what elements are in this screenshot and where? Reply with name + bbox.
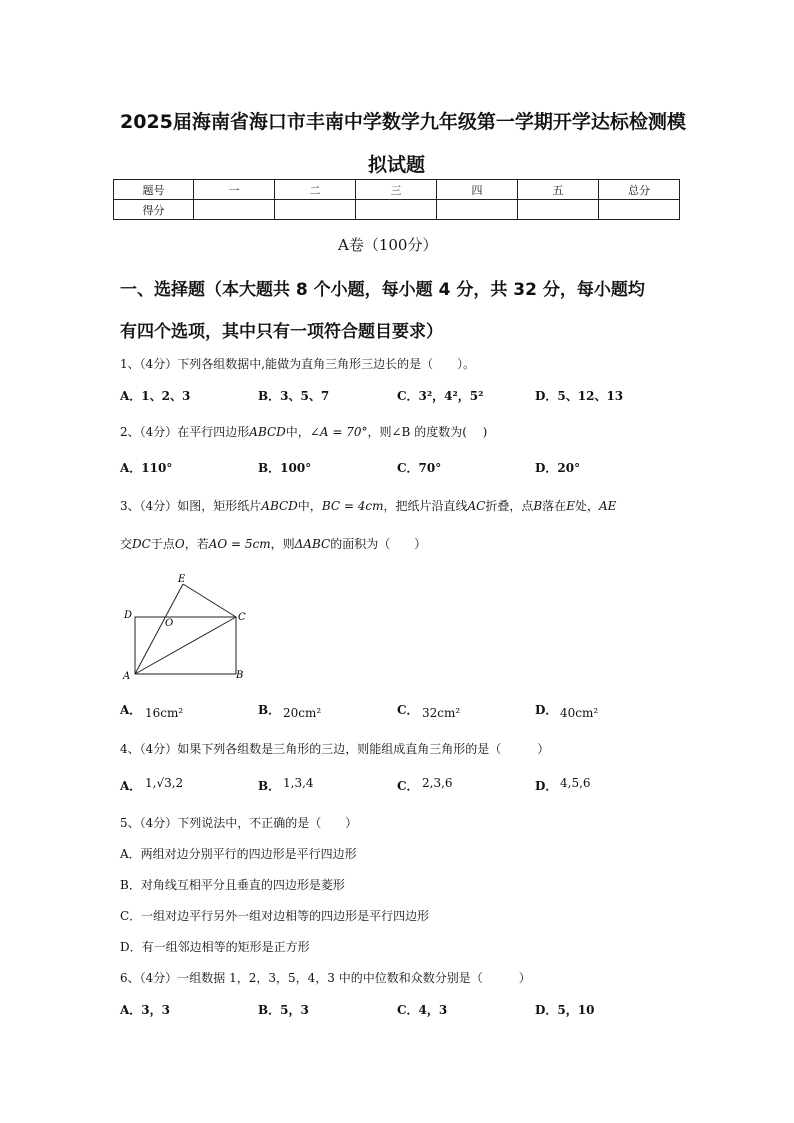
question-1-stem: 1、（4分）下列各组数据中,能做为直角三角形三边长的是（ ）。 [120, 357, 476, 371]
score-table-header-row [114, 180, 680, 200]
q3-text: 折叠，点 [485, 499, 534, 513]
score-table-cell: 四 [437, 180, 518, 200]
score-table-cell: 得分 [114, 200, 194, 220]
score-table [113, 179, 680, 220]
q3-text: 的面积为（ ） [330, 537, 427, 551]
q4-option-b-value: 1,3,4 [283, 776, 314, 790]
point-label-c: C [238, 612, 246, 623]
volume-title: A卷（100分） [338, 236, 438, 254]
q2-option-a: A．110° [120, 461, 173, 475]
q3-text: ，则 [270, 537, 295, 551]
score-cell-empty [275, 200, 356, 220]
q3-math: B [533, 499, 543, 513]
score-cell-empty [437, 200, 518, 220]
section-heading-line1: 一、选择题（本大题共 8 个小题，每小题 4 分，共 32 分，每小题均 [120, 280, 645, 300]
q2-text: 2、（4分）在平行四边形 [120, 425, 250, 439]
q3-math: AC [467, 499, 486, 513]
point-label-e: E [178, 574, 186, 585]
score-table-cell: 三 [356, 180, 437, 200]
document-title-line2: 拟试题 [368, 154, 426, 176]
score-cell-empty [194, 200, 275, 220]
score-cell-empty [518, 200, 599, 220]
q6-option-c: C．4，3 [397, 1003, 448, 1017]
document-title-line1: 2025届海南省海口市丰南中学数学九年级第一学期开学达标检测模 [120, 111, 686, 133]
q1-option-c: C．3²，4²，5² [397, 389, 484, 403]
q1-option-a: A．1、2、3 [120, 389, 191, 403]
q5-option-b: B．对角线互相平分且垂直的四边形是菱形 [120, 878, 345, 892]
q6-option-d: D．5，10 [535, 1003, 595, 1017]
q6-option-b: B．5，3 [258, 1003, 309, 1017]
question-6-stem: 6、（4分）一组数据 1，2，3，5，4，3 中的中位数和众数分别是（ ） [120, 971, 531, 985]
q3-option-d-letter: D． [535, 703, 558, 717]
q3-option-d-value: 40cm² [560, 706, 599, 720]
q1-option-d: D．5、12、13 [535, 389, 624, 403]
q3-rectangle-fold-figure [115, 570, 255, 682]
q3-math: AO = 5cm [208, 537, 271, 551]
q3-math: ABCD [261, 499, 298, 513]
q3-text: 3、（4分）如图，矩形纸片 [120, 499, 262, 513]
q2-option-d: D．20° [535, 461, 581, 475]
q3-math: BC = 4cm [321, 499, 384, 513]
q5-option-d: D．有一组邻边相等的矩形是正方形 [120, 940, 310, 954]
q3-option-c-value: 32cm² [422, 706, 461, 720]
q3-option-b-value: 20cm² [283, 706, 322, 720]
q1-option-b: B．3、5、7 [258, 389, 330, 403]
q3-text: 中， [297, 499, 322, 513]
q4-option-a-value: 1,√3,2 [145, 776, 184, 790]
q4-option-d-value: 4,5,6 [560, 776, 591, 790]
q4-option-b-letter: B． [258, 779, 281, 793]
q3-option-a-letter: A． [120, 703, 142, 717]
q3-text: 于点 [150, 537, 175, 551]
score-table-cell: 二 [275, 180, 356, 200]
q2-math: ABCD [249, 425, 286, 439]
q2-text: ，则∠B 的度数为( ) [367, 425, 488, 439]
q4-option-c-letter: C． [397, 779, 419, 793]
q4-option-c-value: 2,3,6 [422, 776, 453, 790]
q2-option-b: B．100° [258, 461, 312, 475]
point-label-a: A [123, 671, 131, 682]
point-label-o: O [165, 618, 174, 629]
q5-option-a: A．两组对边分别平行的四边形是平行四边形 [120, 847, 357, 861]
q3-math: ΔABC [294, 537, 331, 551]
q3-text: 交 [120, 537, 133, 551]
score-cell-empty [356, 200, 437, 220]
q3-option-a-value: 16cm² [145, 706, 184, 720]
question-3-stem-line2 [120, 535, 426, 552]
question-3-stem-line1 [120, 497, 616, 514]
q3-math: O [174, 537, 185, 551]
score-table-cell: 总分 [599, 180, 680, 200]
q3-math: AE [598, 499, 617, 513]
q4-option-a-letter: A． [120, 779, 142, 793]
score-table-cell: 题号 [114, 180, 194, 200]
q3-text: 处， [574, 499, 599, 513]
segment-ec [183, 584, 236, 617]
q3-math: DC [132, 537, 151, 551]
q3-option-b-letter: B． [258, 703, 281, 717]
q6-option-a: A．3，3 [120, 1003, 171, 1017]
q3-math: E [566, 499, 575, 513]
question-2-stem [120, 423, 487, 440]
q3-text: ，把纸片沿直线 [383, 499, 468, 513]
section-heading-line2: 有四个选项，其中只有一项符合题目要求） [120, 322, 443, 342]
point-label-d: D [124, 610, 133, 621]
score-table-cell: 五 [518, 180, 599, 200]
score-table-cell: 一 [194, 180, 275, 200]
score-table-score-row [114, 200, 680, 220]
q3-text: ，若 [184, 537, 209, 551]
question-5-stem: 5、（4分）下列说法中，不正确的是（ ） [120, 816, 358, 830]
q2-option-c: C．70° [397, 461, 442, 475]
question-4-stem: 4、（4分）如果下列各组数是三角形的三边，则能组成直角三角形的是（ ） [120, 742, 550, 756]
q3-option-c-letter: C． [397, 703, 419, 717]
q4-option-d-letter: D． [535, 779, 558, 793]
q5-option-c: C．一组对边平行另外一组对边相等的四边形是平行四边形 [120, 909, 430, 923]
q3-text: 落在 [542, 499, 567, 513]
score-cell-empty [599, 200, 680, 220]
point-label-b: B [236, 670, 244, 681]
q2-text: 中， [285, 425, 310, 439]
q2-math: ∠A = 70° [309, 425, 368, 439]
